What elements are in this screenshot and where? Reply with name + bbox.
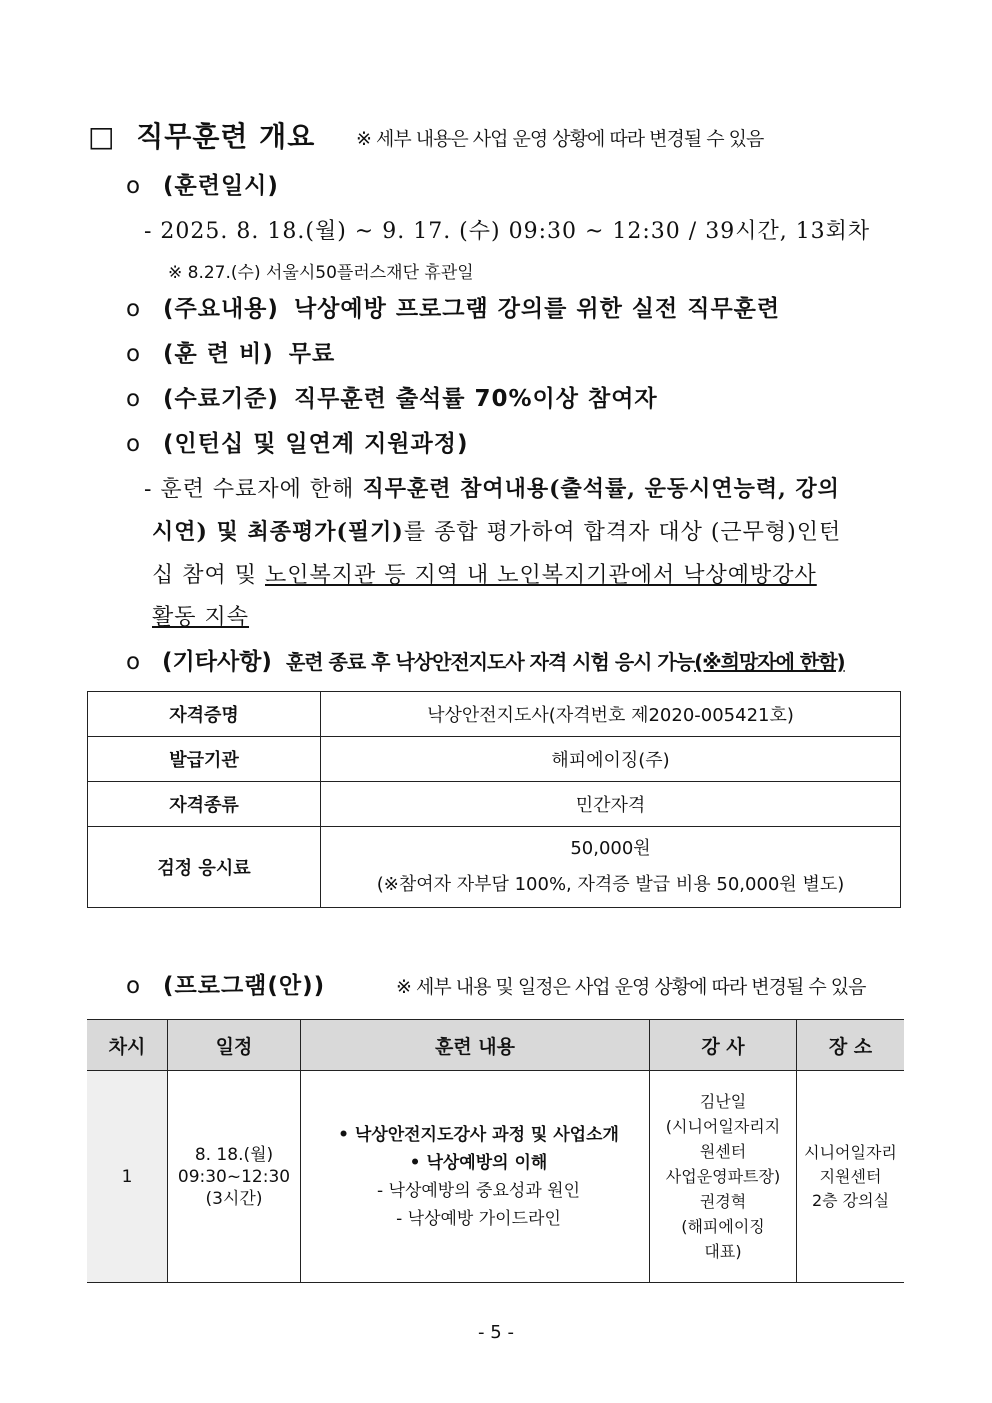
fee-label: (훈 련 비): [163, 341, 274, 367]
place-line: 지원센터: [819, 1166, 882, 1186]
etc-value-note: (※희망자에 한함): [694, 650, 845, 674]
bullet-icon: o: [126, 386, 142, 412]
fee-value: 무료: [288, 341, 336, 367]
item-program: [126, 967, 325, 1000]
bullet-icon: o: [126, 173, 142, 199]
content-cell: [301, 1071, 650, 1283]
bullet-icon: o: [126, 649, 141, 675]
header-date: 일정: [168, 1020, 301, 1071]
program-note: ※ 세부 내용 및 일정은 사업 운영 상황에 따라 변경될 수 있음: [396, 976, 866, 998]
section-title: 직무훈련 개요: [136, 120, 316, 153]
internship-line-2: [152, 515, 841, 546]
internship-bold: 직무훈련 참여내용(출석률, 운동시연능력, 강의: [362, 476, 840, 502]
schedule-label: (훈련일시): [163, 173, 279, 199]
cert-value: 50,000원: [570, 838, 651, 859]
internship-line-4: 활동 지속: [152, 605, 250, 630]
table-row: [88, 737, 901, 782]
header-note: ※ 세부 내용은 사업 운영 상황에 따라 변경될 수 있음: [356, 128, 764, 150]
item-fee: [126, 335, 335, 368]
instructor-line: 원센터: [699, 1142, 747, 1161]
instructor-cell: [650, 1071, 797, 1283]
etc-value: 훈련 종료 후 낙상안전지도사 자격 시험 응시 가능: [285, 650, 695, 674]
cert-key: 발급기관: [88, 737, 321, 782]
cert-value-note: (※참여자 자부담 100%, 자격증 발급 비용 50,000원 별도): [376, 874, 845, 895]
cert-value: 해피에이징(주): [321, 737, 901, 782]
internship-line-3: [152, 558, 817, 589]
instructor-line: 김난일: [699, 1092, 747, 1111]
criteria-value: 직무훈련 출석률 70%이상 참여자: [293, 386, 658, 412]
header-instructor: 강 사: [650, 1020, 797, 1071]
internship-line-1: [144, 472, 840, 503]
etc-label: (기타사항): [162, 649, 272, 675]
place-cell: [797, 1071, 905, 1283]
criteria-label: (수료기준): [163, 386, 279, 412]
internship-bold: 시연) 및 최종평가(필기): [152, 519, 404, 545]
item-schedule: [126, 167, 279, 200]
main-label: (주요내용): [163, 296, 279, 322]
cert-key: 자격종류: [88, 782, 321, 827]
header-content: 훈련 내용: [301, 1020, 650, 1071]
instructor-line: (해피에이징: [681, 1217, 765, 1236]
bullet-icon: o: [126, 296, 142, 322]
schedule-line: - 2025. 8. 18.(월) ~ 9. 17. (수) 09:30 ~ 12:30 / 39시간, 13회차: [144, 219, 871, 244]
header-place: 장 소: [797, 1020, 905, 1071]
internship-label: (인턴십 및 일연계 지원과정): [163, 431, 469, 457]
hours-text: (3시간): [205, 1188, 263, 1209]
table-row: [88, 782, 901, 827]
table-row: [87, 1071, 904, 1283]
cert-value: 낙상안전지도사(자격번호 제2020-005421호): [321, 692, 901, 737]
table-row: [88, 827, 901, 908]
section-heading: [88, 115, 315, 155]
place-line: 시니어일자리: [804, 1142, 897, 1162]
item-criteria: [126, 380, 658, 413]
cert-value: 민간자격: [321, 782, 901, 827]
internship-text: - 훈련 수료자에 한해: [144, 477, 363, 502]
item-etc: [126, 643, 845, 676]
instructor-line: 권경혁: [699, 1192, 747, 1211]
instructor-line: 대표): [704, 1242, 742, 1261]
internship-text: 십 참여 및: [152, 563, 265, 588]
bullet-icon: o: [126, 341, 142, 367]
program-table: [87, 1019, 904, 1283]
date-text: 8. 18.(월): [194, 1144, 274, 1165]
cert-fee-cell: [321, 827, 901, 908]
place-line: 2층 강의실: [811, 1190, 890, 1210]
internship-underlined: 노인복지관 등 지역 내 노인복지기관에서 낙상예방강사: [265, 563, 817, 588]
instructor-line: 사업운영파트장): [665, 1167, 781, 1186]
date-cell: [168, 1071, 301, 1283]
cert-key: 검정 응시료: [88, 827, 321, 908]
content-bullet: • 낙상안전지도강사 과정 및 사업소개: [338, 1124, 619, 1145]
session-cell: 1: [87, 1071, 168, 1283]
content-sub: - 낙상예방의 중요성과 원인: [377, 1180, 580, 1201]
table-header-row: [87, 1020, 904, 1071]
bullet-icon: o: [126, 431, 142, 457]
item-main: [126, 290, 780, 323]
schedule-note: ※ 8.27.(수) 서울시50플러스재단 휴관일: [168, 263, 474, 283]
bullet-icon: o: [126, 973, 142, 999]
certificate-table: [87, 691, 901, 908]
item-internship: [126, 425, 468, 458]
program-label: (프로그램(안)): [163, 973, 326, 999]
time-text: 09:30~12:30: [177, 1166, 291, 1187]
table-row: [88, 692, 901, 737]
checkbox-icon: □: [88, 120, 116, 153]
content-bullet: • 낙상예방의 이해: [409, 1152, 548, 1173]
page-number: - 5 -: [478, 1322, 514, 1343]
header-session: 차시: [87, 1020, 168, 1071]
cert-key: 자격증명: [88, 692, 321, 737]
content-sub: - 낙상예방 가이드라인: [396, 1208, 561, 1229]
main-value: 낙상예방 프로그램 강의를 위한 실전 직무훈련: [293, 296, 781, 322]
instructor-line: (시니어일자리지: [665, 1117, 781, 1136]
internship-text: 를 종합 평가하여 합격자 대상 (근무형)인턴: [403, 520, 842, 545]
